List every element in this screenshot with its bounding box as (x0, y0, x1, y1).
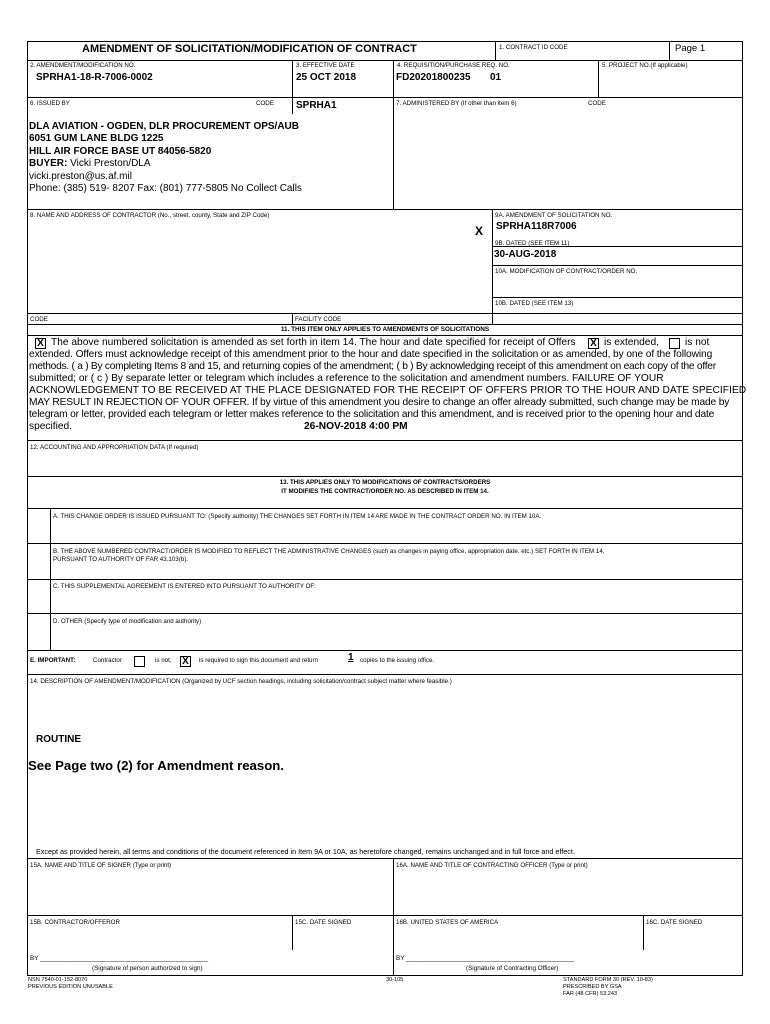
item13-option-d: D. OTHER (Specify type of modification and authority) (53, 618, 202, 625)
buyer-phone: Phone: (385) 519- 8207 Fax: (801) 777-5805 No Collect Calls (29, 183, 302, 195)
project-no-label: 5. PROJECT NO.(If applicable) (602, 62, 688, 69)
signer-name-label: 15A. NAME AND TITLE OF SIGNER (Type or print) (30, 862, 172, 869)
rule (27, 97, 743, 98)
facility-code-label: FACILITY CODE (295, 316, 342, 323)
item11-text: is extended, (604, 337, 659, 348)
issuer-line: 6051 GUM LANE BLDG 1225 (29, 133, 164, 145)
important-contractor: Contractor (93, 657, 122, 664)
rule (669, 41, 670, 60)
solicitation-dated-value: 30-AUG-2018 (494, 249, 557, 260)
amend-no-label: 2. AMENDMENT/MODIFICATION NO. (30, 62, 136, 69)
rule (27, 858, 743, 859)
rule (27, 476, 743, 477)
rule (27, 440, 743, 441)
important-required-text: is required to sign this document and return (199, 657, 319, 664)
item13-option-b: B. THE ABOVE NUMBERED CONTRACT/ORDER IS MODIFIED TO REFLECT THE ADMINISTRATIVE CHANGES (such as changes in paying office, appropriation date, etc.) SET FORTH IN ITEM 14, (53, 548, 605, 555)
issued-code-label: CODE (256, 100, 274, 107)
contractor-required-checkbox[interactable]: X (180, 656, 191, 667)
rule (27, 508, 743, 509)
form-number: 30-105 (386, 977, 404, 983)
rule (27, 209, 743, 210)
rule (27, 613, 743, 614)
requisition-suffix: 01 (490, 72, 502, 83)
item13-header-line1: 13. THIS APPLIES ONLY TO MODIFICATIONS OF CONTRACTS/ORDERS (279, 479, 491, 486)
solicitation-no-value: SPRHA118R7006 (496, 221, 577, 232)
contract-id-label: 1. CONTRACT ID CODE (499, 44, 568, 51)
issued-by-label: 6. ISSUED BY (30, 100, 70, 107)
issuer-address (29, 121, 302, 195)
rule (27, 650, 743, 651)
routine-label: ROUTINE (36, 734, 81, 745)
form-footer-right (563, 977, 653, 997)
administered-by-label: 7. ADMINISTERED BY (If other than item 6) (396, 100, 517, 107)
important-is-not: is not, (155, 657, 172, 664)
amend-no-value: SPRHA1-18-R-7006-0002 (36, 72, 153, 83)
rule (292, 97, 293, 114)
far-reference: FAR (48 CFR) 53.243 (563, 990, 618, 997)
item11-checkbox-amended[interactable]: X (35, 338, 46, 349)
rule (292, 313, 293, 324)
rule (492, 265, 743, 266)
rule (27, 674, 743, 675)
rule (27, 915, 743, 916)
rule (598, 60, 599, 97)
solicitation-dated-label: 9B. DATED (SEE ITEM 11) (495, 240, 570, 247)
contractor-date-label: 15C. DATE SIGNED (295, 919, 352, 926)
issued-code-value: SPRHA1 (296, 100, 337, 111)
item13-header (0, 479, 770, 496)
nsn-number: NSN 7540-01-152-8070 (28, 977, 88, 983)
rule (27, 335, 743, 336)
issuer-line: HILL AIR FORCE BASE UT 84056-5820 (29, 145, 212, 157)
description-label: 14. DESCRIPTION OF AMENDMENT/MODIFICATION (Organized by UCF section headings, including solicitation/contract subject matter where feasible.) (30, 678, 452, 685)
item11-text: The above numbered solicitation is amended as set forth in item 14. The hour and date specified for receipt of Offers (51, 337, 576, 348)
amendment-reason: See Page two (2) for Amendment reason. (28, 758, 284, 773)
rule (27, 579, 743, 580)
item11-text: ACKNOWLEDGEMENT TO BE RECEIVED AT THE PLACE DESIGNATED FOR THE RECEIPT OF OFFERS PRIOR TO THE HOUR AND DATE SPECIFIED (29, 385, 747, 396)
form-title: AMENDMENT OF SOLICITATION/MODIFICATION OF CONTRACT (82, 43, 417, 55)
item11-text: is not (685, 337, 710, 348)
offers-not-extended-checkbox[interactable] (669, 338, 680, 349)
important-label: E. IMPORTANT: (30, 657, 76, 664)
requisition-value: FD20201800235 (396, 72, 471, 83)
contractor-signature-caption: (Signature of person authorized to sign) (92, 965, 203, 972)
modification-dated-label: 10B. DATED (SEE ITEM 13) (495, 300, 574, 307)
contractor-signature-line[interactable]: BY ________________________________________________ (30, 955, 209, 962)
effective-date-value: 25 OCT 2018 (296, 72, 357, 83)
important-copies-text: copies to the issuing office. (360, 657, 435, 664)
contractor-offeror-label: 15B. CONTRACTOR/OFFEROR (30, 919, 120, 926)
buyer-email: vicki.preston@us.af.mil (29, 170, 132, 182)
amendment-x-mark: X (475, 224, 484, 238)
officer-date-label: 16C. DATE SIGNED (646, 919, 703, 926)
item13-option-b-cont: PURSUANT TO AUTHORITY OF FAR 43.103(b). (53, 556, 189, 563)
copies-count: 1 (348, 652, 354, 663)
item13-option-c: C. THIS SUPPLEMENTAL AGREEMENT IS ENTERED INTO PURSUANT TO AUTHORITY OF: (53, 583, 316, 590)
page-number: Page 1 (675, 43, 706, 54)
rule (27, 313, 743, 314)
accounting-data-label: 12. ACCOUNTING AND APPROPRIATION DATA (If required) (30, 444, 199, 451)
buyer-name: Vicki Preston/DLA (67, 158, 151, 170)
rule (393, 858, 394, 976)
administered-code-label: CODE (588, 100, 606, 107)
form-footer-left (28, 977, 113, 991)
item11-text: MAY RESULT IN REJECTION OF YOUR OFFER. If by virtue of this amendment you desire to change an offer already submitted, such change may be made by (29, 397, 730, 408)
united-states-label: 16B. UNITED STATES OF AMERICA (396, 919, 499, 926)
issuer-line: DLA AVIATION - OGDEN, DLR PROCUREMENT OPS/AUB (29, 121, 299, 132)
rule (27, 60, 743, 61)
item13-header-line2: IT MODIFIES THE CONTRACT/ORDER NO. AS DESCRIBED IN ITEM 14. (281, 487, 489, 495)
rule (27, 324, 743, 325)
modification-no-label: 10A. MODIFICATION OF CONTRACT/ORDER NO. (495, 268, 638, 275)
offers-extended-checkbox[interactable]: X (588, 338, 599, 349)
officer-signature-line[interactable]: BY ________________________________________________ (396, 955, 575, 962)
rule (492, 209, 493, 324)
rule (27, 543, 743, 544)
rule (492, 297, 743, 298)
solicitation-no-label: 9A. AMENDMENT OF SOLICITATION NO. (495, 212, 613, 219)
contractor-code-label: CODE (30, 316, 48, 323)
item13-option-a: A. THIS CHANGE ORDER IS ISSUED PURSUANT TO: (Specify authority) THE CHANGES SET FORTH IN ITEM 14 ARE MADE IN THE CONTRACT ORDER NO. IN ITEM 10A. (53, 513, 542, 520)
rule (292, 60, 293, 97)
item11-text: extended. Offers must acknowledge receipt of this amendment prior to the hour and date specified in the solicitation or as amended, by one of the following (29, 349, 713, 360)
contractor-label: 8. NAME AND ADDRESS OF CONTRACTOR (No., street, county, State and ZIP Code) (30, 212, 270, 219)
officer-signature-caption: (Signature of Contracting Officer) (466, 965, 559, 972)
effective-date-label: 3. EFFECTIVE DATE (296, 62, 355, 69)
item11-text: submitted; or ( c ) By separate letter or telegram which includes a reference to the solicitation and amendment numbers. FAILURE OF YOUR (29, 373, 664, 384)
offer-deadline: 26-NOV-2018 4:00 PM (304, 421, 408, 432)
rule (292, 915, 293, 950)
contractor-is-not-checkbox[interactable] (134, 656, 145, 667)
item11-text: methods. ( a ) By completing Items 8 and 15, and returning copies of the amendment; ( b ) By acknowledging receipt of this amendment on each copy of the offer (29, 361, 716, 372)
except-clause: Except as provided herein, all terms and conditions of the document referenced in Item 9A or 10A, as heretofore changed, remains unchanged and in full force and effect. (36, 847, 575, 856)
rule (393, 60, 394, 209)
prescribed-by: PRESCRIBED BY GSA (563, 983, 622, 990)
item11-header: 11. THIS ITEM ONLY APPLIES TO AMENDMENTS OF SOLICITATIONS (280, 326, 490, 333)
officer-name-label: 16A. NAME AND TITLE OF CONTRACTING OFFICER (Type or print) (396, 862, 588, 869)
item11-text: telegram or letter, provided each telegram or letter makes reference to the solicitation and this amendment, and is received prior to the opening hour and date (29, 409, 715, 420)
requisition-label: 4. REQUISITION/PURCHASE REQ. NO. (397, 62, 510, 69)
rule (50, 508, 51, 650)
item11-text: specified. (29, 421, 73, 432)
rule (643, 915, 644, 950)
standard-form-number: STANDARD FORM 30 (REV. 10-83) (563, 977, 653, 983)
previous-edition-note: PREVIOUS EDITION UNUSABLE (28, 983, 113, 990)
rule (495, 41, 496, 60)
buyer-label: BUYER: (29, 158, 68, 170)
